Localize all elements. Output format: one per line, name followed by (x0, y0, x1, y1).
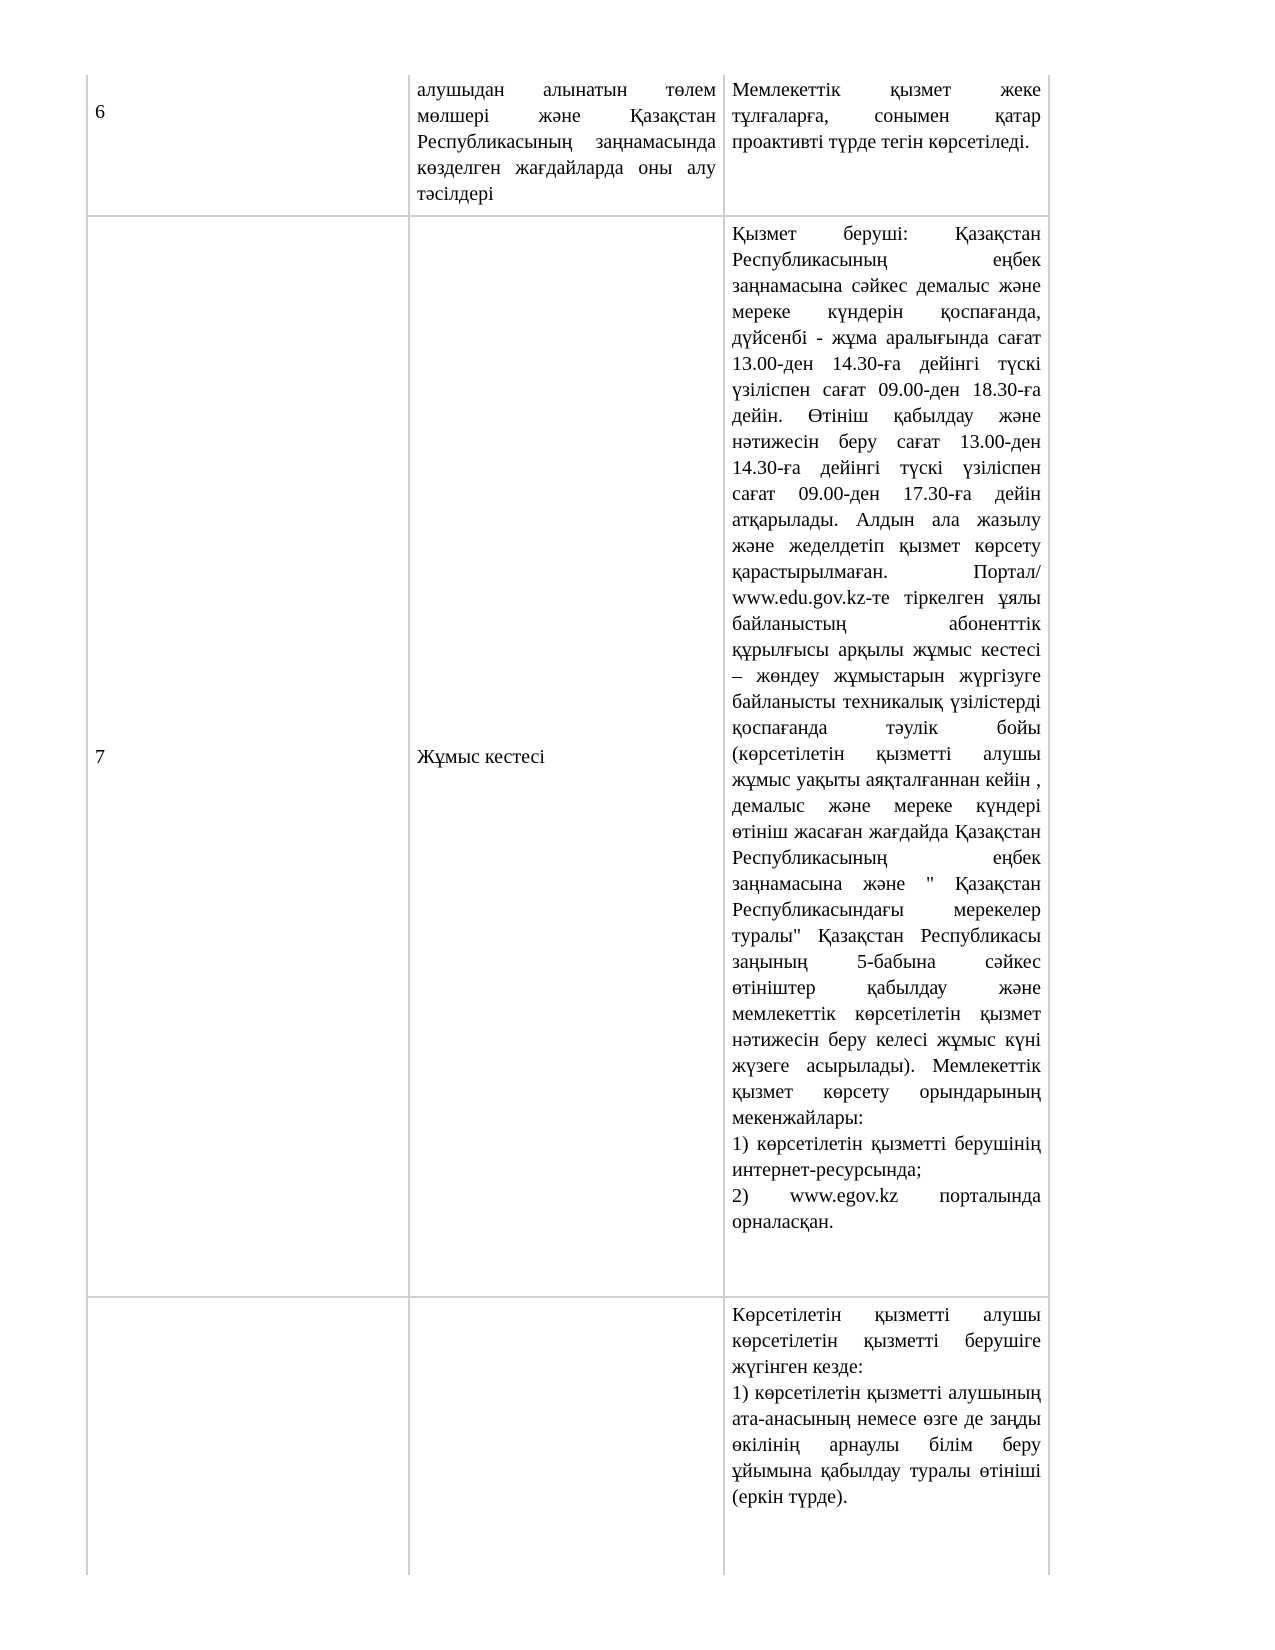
attribute-text: алушыдан алынатын төлем мөлшері және Қазақстан Республикасының заңнамасында көзделген жағдайларда оны алу тәсілдері (417, 79, 716, 205)
description-paragraph: Көрсетілетін қызметті алушы көрсетілетін қызметті берушіге жүгінген кезде: (732, 1304, 1041, 1378)
row-number-cell (87, 1297, 409, 1575)
description-list-item-1: 1) көрсетілетін қызметті алушының ата-анасының немесе өзге де заңды өкілінің арнаулы білім беру ұйымына қабылдау туралы өтініші (еркін түрде). (732, 1382, 1041, 1508)
attribute-text: Жұмыс кестесі (417, 745, 545, 768)
row-number: 7 (95, 745, 105, 768)
description-cell (724, 1297, 1049, 1575)
table-row-6 (87, 75, 1049, 216)
description-cell (724, 75, 1049, 216)
description-list-item-2: 2) www.egov.kz порталында орналасқан. (732, 1185, 1041, 1233)
service-standard-table (86, 75, 1050, 1575)
row-number-cell (87, 75, 409, 216)
description-cell (724, 216, 1049, 1297)
attribute-cell (409, 216, 724, 1297)
row-number: 6 (95, 101, 105, 123)
description-paragraph: Мемлекеттік қызмет жеке тұлғаларға, сонымен қатар проактивті түрде тегін көрсетіледі. (732, 79, 1041, 153)
row-number-cell (87, 216, 409, 1297)
attribute-cell (409, 75, 724, 216)
table-row-7 (87, 216, 1049, 1297)
attribute-cell (409, 1297, 724, 1575)
description-list-item-1: 1) көрсетілетін қызметті берушінің интернет-ресурсында; (732, 1133, 1041, 1181)
description-paragraph: Қызмет беруші: Қазақстан Республикасының еңбек заңнамасына сәйкес демалыс және мереке күндерін қоспағанда, дүйсенбі - жұма аралығында сағат 13.00-ден 14.30-ға дейінгі түскі үзіліспен сағат 09.00-ден 18.30-ға дейін. Өтініш қабылдау және нәтижесін беру сағат 13.00-ден 14.30-ға дейінгі түскі үзіліспен сағат 09.00-ден 17.30-ға дейін атқарылады. Алдын ала жазылу және жеделдетіп қызмет көрсету қарастырылмаған. Портал/ www.edu.gov.kz-те тіркелген ұялы байланыстың абоненттік құрылғысы арқылы жұмыс кестесі – жөндеу жұмыстарын жүргізуге байланысты техникалық үзілістерді қоспағанда тәулік бойы (көрсетілетін қызметті алушы жұмыс уақыты аяқталғаннан кейін , демалыс және мереке күндері өтініш жасаған жағдайда Қазақстан Республикасының еңбек заңнамасына және " Қазақстан Республикасындағы мерекелер туралы" Қазақстан Республикасы заңының 5-бабына сәйкес өтініштер қабылдау және мемлекеттік көрсетілетін қызмет нәтижесін беру келесі жұмыс күні жүзеге асырылады). Мемлекеттік қызмет көрсету орындарының мекенжайлары: (732, 223, 1041, 1129)
table-row-8 (87, 1297, 1049, 1575)
